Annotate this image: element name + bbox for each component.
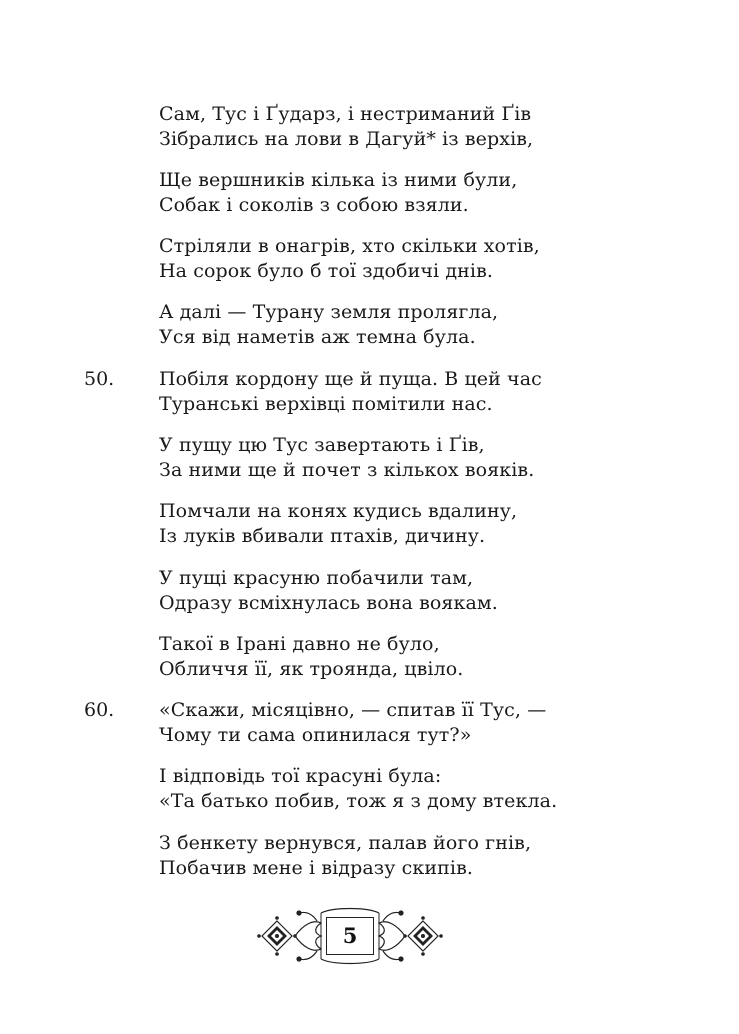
verse-line: «Та батько побив, тож я з дому втекла. (159, 790, 558, 812)
stanza (159, 300, 679, 350)
left-flourish-icon (295, 911, 321, 961)
verse-line: Із луків вбивали птахів, дичину. (159, 525, 486, 547)
stanza (159, 433, 679, 483)
left-rosette-icon (257, 916, 297, 956)
verse-line: На сорок було б тої здобичі днів. (159, 260, 493, 282)
verse-line: Туранські верхівці помітили нас. (159, 393, 493, 415)
verse-line: Помчали на конях кудись вдалину, (159, 500, 518, 522)
stanza (159, 566, 679, 616)
verse-line: Сам, Тус і Ґударз, і нестриманий Ґів (159, 103, 532, 125)
stanza (159, 499, 679, 549)
page-number: 5 (326, 917, 374, 955)
stanza (159, 367, 679, 417)
stanza (159, 831, 679, 881)
verse-line: «Скажи, місяцівно, — спитав її Тус, — (159, 699, 547, 721)
verse-line: Зібрались на лови в Дагуй* із верхів, (159, 128, 534, 150)
verse-line: Собак і соколів з собою взяли. (159, 194, 469, 216)
verse-line: Побачив мене і відразу скипів. (159, 857, 474, 879)
verse-line: У пущі красуню побачили там, (159, 567, 474, 589)
verse-line: Стріляли в онагрів, хто скільки хотів, (159, 235, 540, 257)
stanza (159, 234, 679, 284)
stanza (159, 102, 679, 152)
page-footer-ornament (255, 905, 445, 967)
verse-line: І відповідь тої красуні була: (159, 765, 442, 787)
verse-line: У пущу цю Тус завертають і Ґів, (159, 434, 485, 456)
right-rosette-icon (403, 916, 443, 956)
verse-line: Одразу всміхнулась вона воякам. (159, 592, 498, 614)
verse-line: Побіля кордону ще й пуща. В цей час (159, 368, 542, 390)
verse-number: 50. (84, 368, 115, 390)
verse-line: Чому ти сама опинилася тут?» (159, 724, 472, 746)
right-flourish-icon (379, 911, 405, 961)
stanza (159, 168, 679, 218)
verse-line: Ще вершників кілька із ними були, (159, 169, 518, 191)
verse-number: 60. (84, 699, 115, 721)
verse-line: Обличчя її, як троянда, цвіло. (159, 658, 464, 680)
verse-line: З бенкету вернувся, палав його гнів, (159, 832, 532, 854)
stanza (159, 632, 679, 682)
verse-line: Уся від наметів аж темна була. (159, 326, 476, 348)
stanza (159, 698, 679, 748)
stanza (159, 764, 679, 814)
verse-line: За ними ще й почет з кількох вояків. (159, 459, 535, 481)
verse-line: Такої в Ірані давно не було, (159, 633, 440, 655)
verse-line: А далі — Турану земля пролягла, (159, 301, 499, 323)
